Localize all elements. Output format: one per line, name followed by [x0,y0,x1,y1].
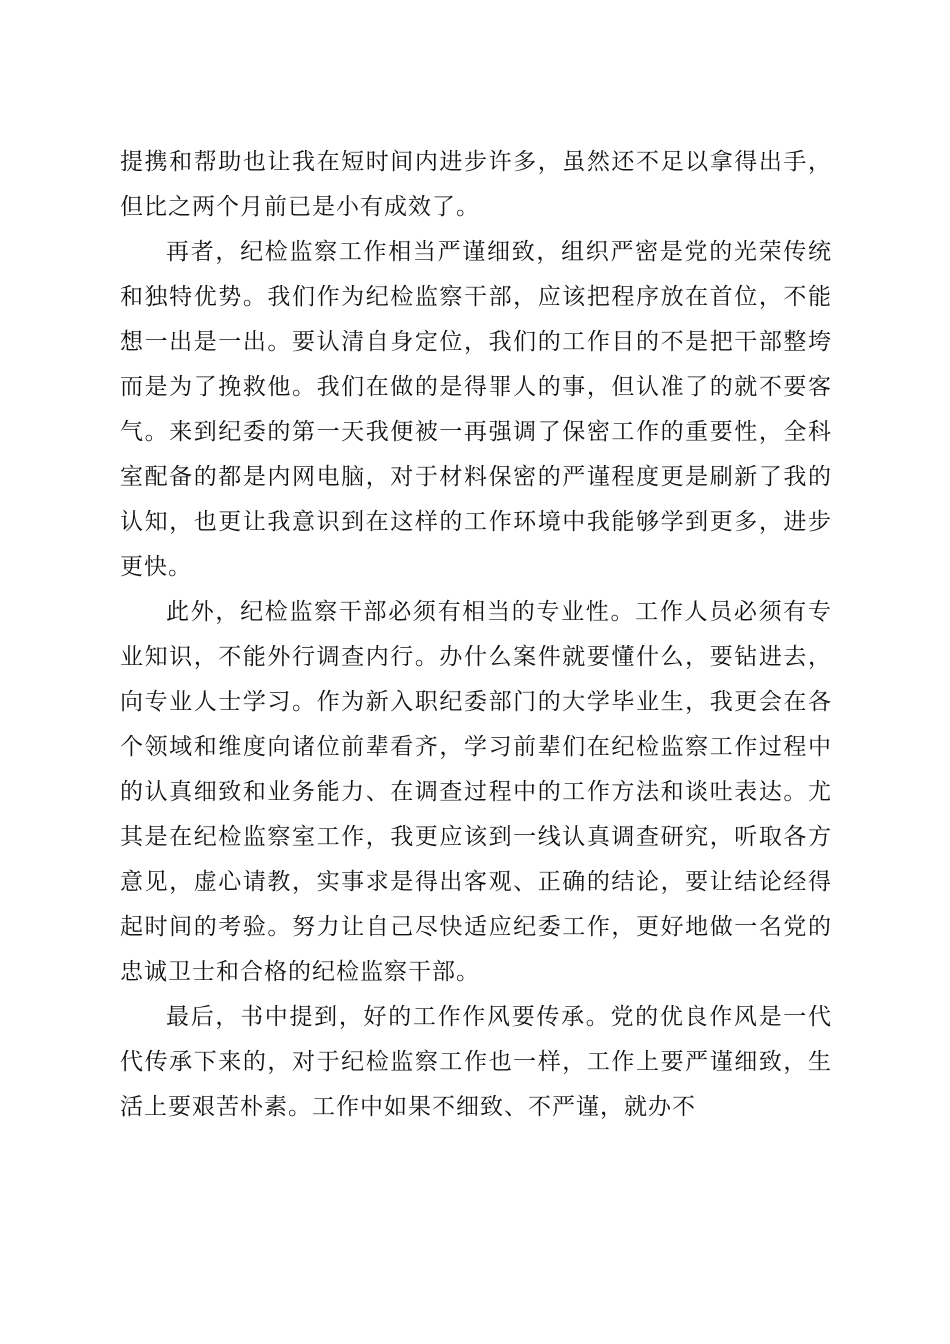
paragraph-professionalism: 此外，纪检监察干部必须有相当的专业性。工作人员必须有专业知识，不能外行调查内行。办什么案件就要懂什么，要钻进去，向专业人士学习。作为新入职纪委部门的大学毕业生，我更会在各个领域和维度向诸位前辈看齐，学习前辈们在纪检监察工作过程中的认真细致和业务能力、在调查过程中的工作方法和谈吐表达。尤其是在纪检监察室工作，我更应该到一线认真调查研究，听取各方意见，虚心请教，实事求是得出客观、正确的结论，要让结论经得起时间的考验。努力让自己尽快适应纪委工作，更好地做一名党的忠诚卫士和合格的纪检监察干部。 [120,599,832,985]
paragraph-work-style: 最后，书中提到，好的工作作风要传承。党的优良作风是一代代传承下来的，对于纪检监察工作也一样，工作上要严谨细致，生活上要艰苦朴素。工作中如果不细致、不严谨，就办不 [120,1004,832,1120]
paragraph-continuation: 提携和帮助也让我在短时间内进步许多，虽然还不足以拿得出手，但比之两个月前已是小有成效了。 [120,149,832,220]
paragraph-discipline: 再者，纪检监察工作相当严谨细致，组织严密是党的光荣传统和独特优势。我们作为纪检监察干部，应该把程序放在首位，不能想一出是一出。要认清自身定位，我们的工作目的不是把干部整垮而是为了挽救他。我们在做的是得罪人的事，但认准了的就不要客气。来到纪委的第一天我便被一再强调了保密工作的重要性，全科室配备的都是内网电脑，对于材料保密的严谨程度更是刷新了我的认知，也更让我意识到在这样的工作环境中我能够学到更多，进步更快。 [120,239,832,580]
document-body [120,140,832,1130]
